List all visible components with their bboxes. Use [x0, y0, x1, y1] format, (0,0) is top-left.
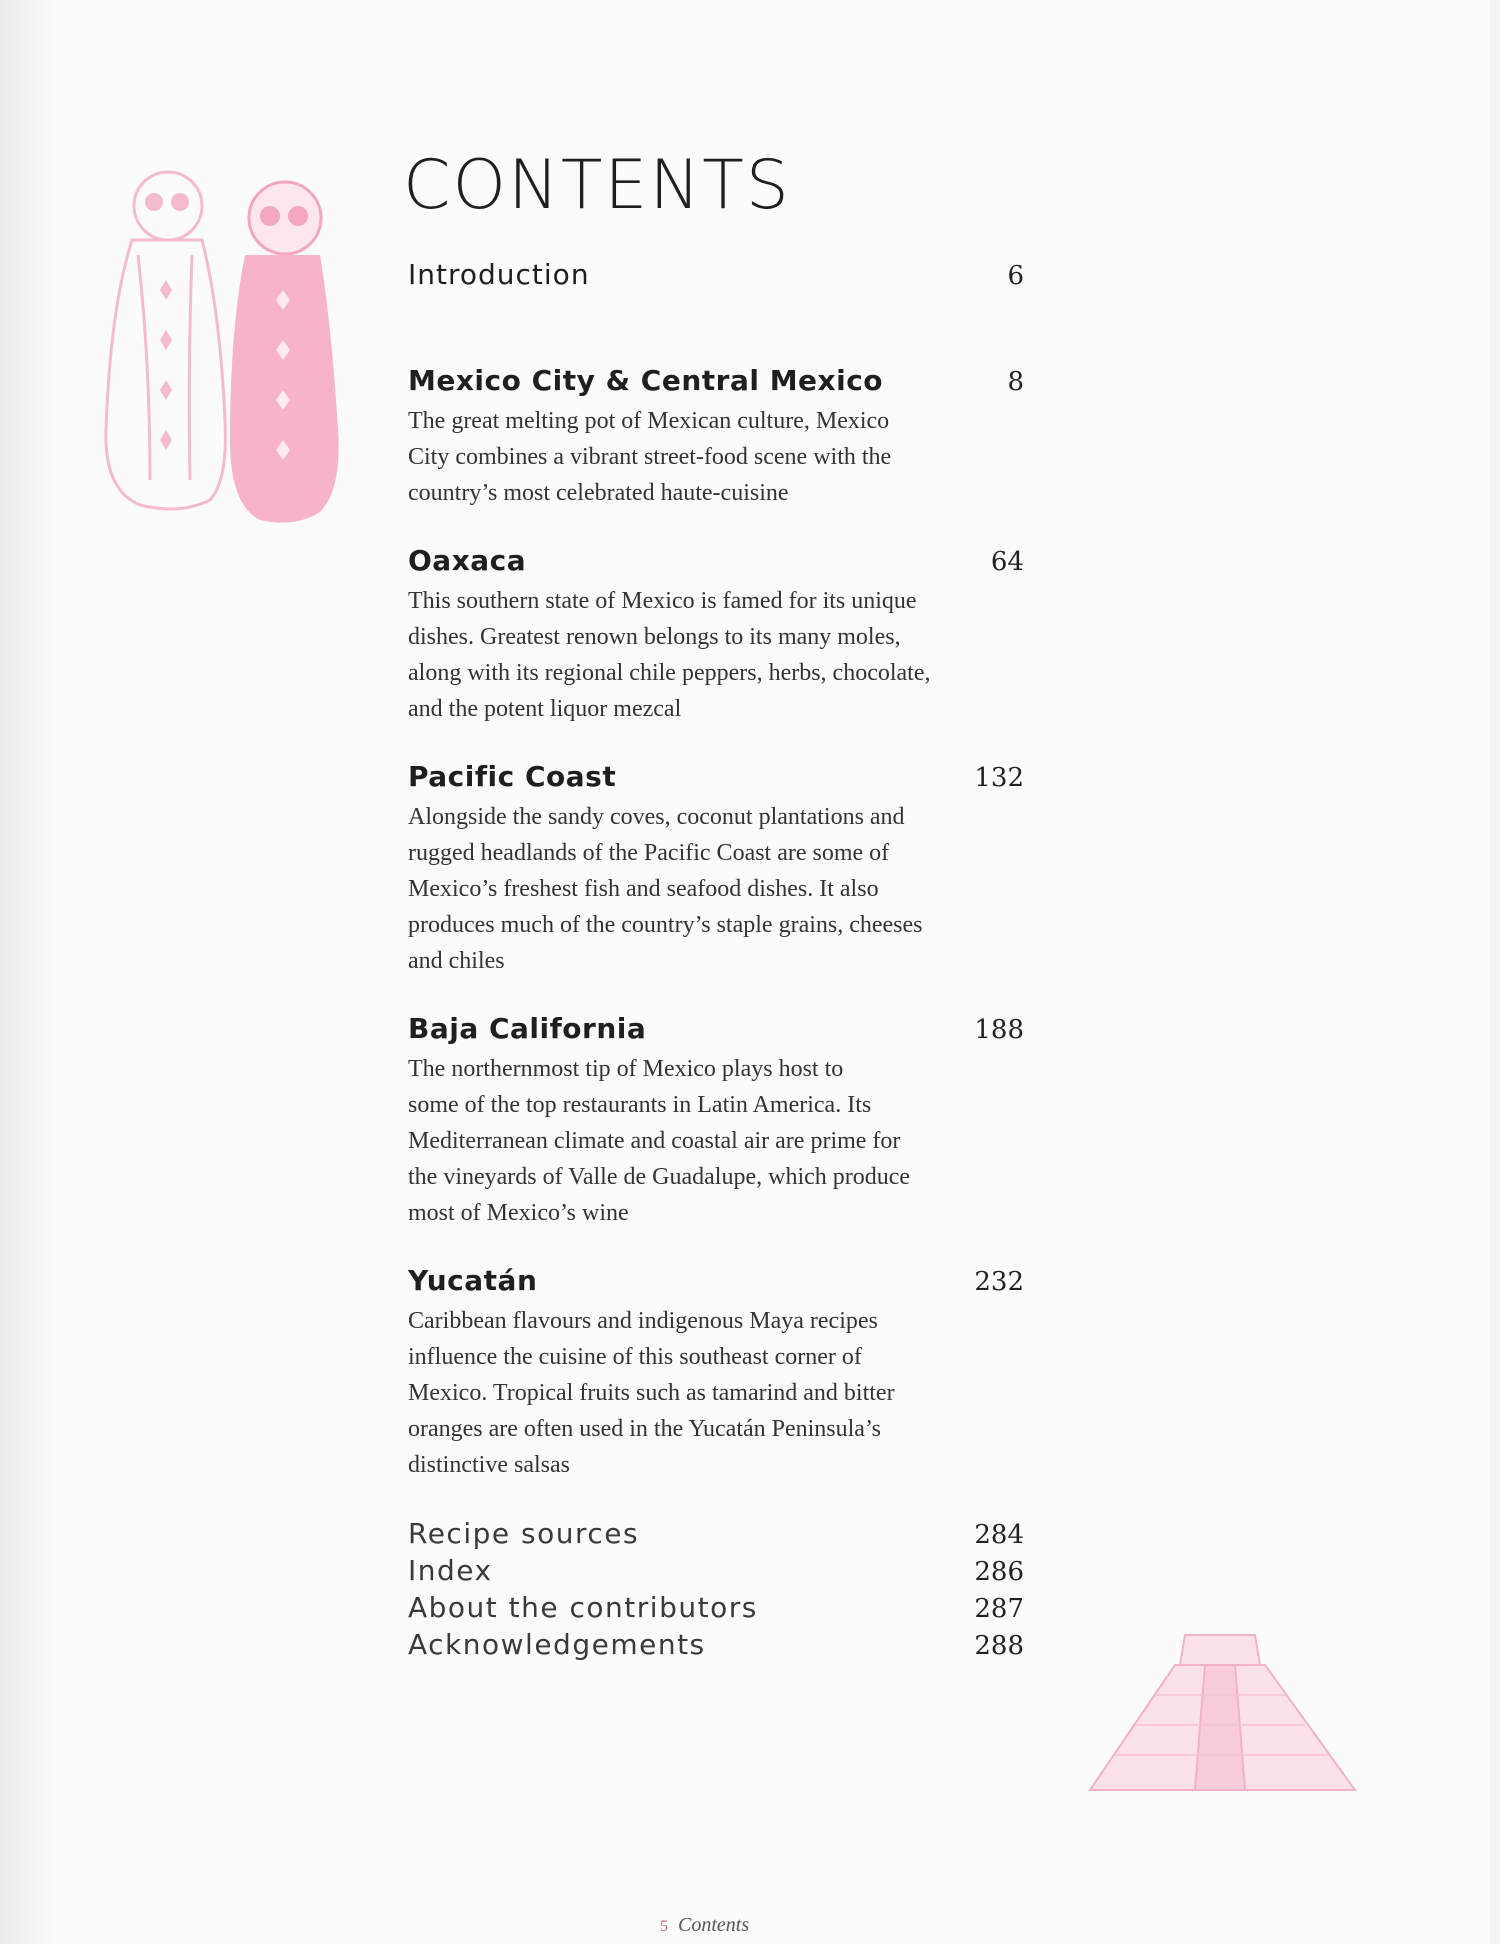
toc-intro: [408, 258, 1024, 291]
skeleton-dolls-illustration: [80, 160, 360, 530]
chapter-description: Alongside the sandy coves, coconut plantations and rugged headlands of the Pacific Coast are some of Mexico’s freshest fish and seafood dishes. It also produces much of the country’s staple grains, cheeses and chiles: [408, 804, 923, 974]
chapter-title: Pacific Coast: [408, 760, 617, 793]
toc-title: About the contributors: [408, 1591, 758, 1624]
toc-title: Acknowledgements: [408, 1628, 706, 1661]
toc-page-number: 288: [974, 1631, 1024, 1661]
toc-chapter-oaxaca: [408, 544, 1024, 727]
page-footer: [660, 1914, 749, 1937]
toc-page-number: 284: [974, 1520, 1024, 1550]
chapter-page-number: 8: [1007, 367, 1024, 397]
chapter-page-number: 232: [974, 1267, 1024, 1297]
toc-title: Recipe sources: [408, 1517, 640, 1550]
toc-title: Index: [408, 1554, 493, 1587]
chapter-title: Oaxaca: [408, 544, 527, 577]
chapter-description: Caribbean flavours and indigenous Maya recipes influence the cuisine of this southeast corner of Mexico. Tropical fruits such as tamarind and bitter oranges are often used in the Yucatán Peninsula’s distinctive salsas: [408, 1308, 895, 1478]
page-edge: [1490, 0, 1500, 1944]
toc-chapter-yucatan: [408, 1264, 1024, 1483]
chapter-page-number: 132: [974, 763, 1024, 793]
chapter-title: Mexico City & Central Mexico: [408, 364, 884, 397]
chapter-description: The great melting pot of Mexican culture, Mexico City combines a vibrant street-food scene with the country’s most celebrated haute-cuisine: [408, 408, 892, 506]
toc-back-matter: [408, 1516, 1024, 1664]
page-title: CONTENTS: [403, 146, 791, 225]
toc-row-chapter[interactable]: [408, 364, 1024, 397]
footer-page-number: 5: [660, 1918, 668, 1935]
toc-row-about-contributors[interactable]: [408, 1590, 1024, 1627]
toc-row-chapter[interactable]: [408, 544, 1024, 577]
chapter-description: The northernmost tip of Mexico plays host to some of the top restaurants in Latin America. Its Mediterranean climate and coastal air are prime for the vineyards of Valle de Guadalupe, which produce most of Mexico’s wine: [408, 1056, 911, 1226]
page-gutter-shade: [0, 0, 60, 1944]
chapter-page-number: 64: [990, 547, 1024, 577]
toc-page-number: 6: [1007, 261, 1024, 291]
toc-chapter-pacific-coast: [408, 760, 1024, 979]
toc-row-chapter[interactable]: [408, 1264, 1024, 1297]
chapter-title: Yucatán: [408, 1264, 538, 1297]
toc-chapter-baja-california: [408, 1012, 1024, 1231]
pyramid-illustration: [1085, 1625, 1365, 1795]
toc-row-chapter[interactable]: [408, 1012, 1024, 1045]
toc-row-chapter[interactable]: [408, 760, 1024, 793]
toc-title: Introduction: [408, 258, 590, 291]
chapter-title: Baja California: [408, 1012, 647, 1045]
toc-page-number: 286: [974, 1557, 1024, 1587]
toc-row-index[interactable]: [408, 1553, 1024, 1590]
chapter-page-number: 188: [974, 1015, 1024, 1045]
chapter-description: This southern state of Mexico is famed for its unique dishes. Greatest renown belongs to its many moles, along with its regional chile peppers, herbs, chocolate, and the potent liquor mezcal: [408, 588, 931, 722]
toc-row-introduction[interactable]: [408, 258, 1024, 291]
toc-page-number: 287: [974, 1594, 1024, 1624]
toc-row-acknowledgements[interactable]: [408, 1627, 1024, 1664]
footer-label: Contents: [678, 1914, 750, 1936]
toc-row-recipe-sources[interactable]: [408, 1516, 1024, 1553]
toc-chapter-mexico-city: [408, 364, 1024, 511]
